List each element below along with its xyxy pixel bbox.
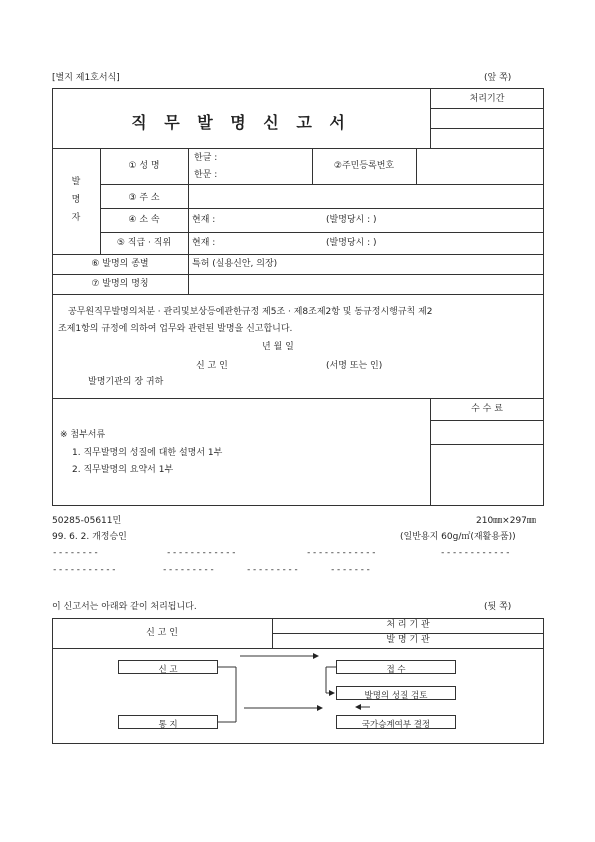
cut-line-1c: ------------ [306,548,378,558]
name-label: ① 성 명 [128,161,160,171]
cut-line-1d: ------------ [440,548,512,558]
form-number: [별지 제1호서식] [52,73,120,83]
approval-date: 99. 6. 2. 개정승인 [52,532,127,542]
invention-name-label: ⑦ 발명의 명칭 [91,279,149,289]
step-decision-label: 국가승계여부 결정 [361,720,431,730]
paper-spec: (일반용지 60g/㎡(재활용품)) [400,532,516,542]
invention-type-value[interactable]: 특허 (실용신안, 의장) [192,259,278,269]
processing-period-label: 처리기간 [469,94,505,104]
rank-label: ⑤ 직급 · 직위 [116,238,172,248]
form-code: 50285-05611민 [52,516,122,526]
address-label: ③ 주 소 [128,193,160,203]
fee-label: 수 수 료 [471,404,503,414]
addressee: 발명기관의 장 귀하 [88,377,164,387]
rrn-label: ②주민등록번호 [333,161,395,171]
attachment-item-1: 1. 직무발명의 성질에 대한 설명서 1부 [72,448,223,458]
paper-size: 210㎜×297㎜ [476,516,536,526]
affiliation-label: ④ 소 속 [128,215,160,225]
cut-line-1a: -------- [52,548,100,558]
form-title: 직 무 발 명 신 고 서 [131,113,351,132]
name-hanja-label: 한문 : [194,170,218,180]
affiliation-at-invention-label: (발명당시 : ) [326,215,377,225]
cut-line-1b: ------------ [166,548,238,558]
step-receipt-label: 접 수 [386,665,406,675]
inventor-label-2: 명 [71,195,81,205]
rank-current-label: 현재 : [192,238,216,248]
cut-line-2a: ----------- [52,565,118,575]
inventor-label-1: 발 [71,177,81,187]
signature-label: (서명 또는 인) [326,361,383,371]
rank-at-invention-label: (발명당시 : ) [326,238,377,248]
declarant-column-header: 신 고 인 [146,628,178,638]
date-line: 년 월 일 [262,342,294,352]
inventor-label-3: 자 [71,213,81,223]
agency-column-header: 발 명 기 관 [386,635,430,645]
step-review-label: 발명의 성질 검토 [364,691,428,701]
cut-line-2c: --------- [246,565,300,575]
cut-line-2d: ------- [330,565,372,575]
declaration-line-2: 조제1항의 규정에 의하여 업무와 관련된 발명을 신고합니다. [58,324,293,334]
affiliation-current-label: 현재 : [192,215,216,225]
attachment-item-2: 2. 직무발명의 요약서 1부 [72,465,174,475]
step-report-label: 신 고 [158,665,178,675]
cut-line-2b: --------- [162,565,216,575]
process-intro: 이 신고서는 아래와 같이 처리됩니다. [52,602,197,612]
office-column-header: 처 리 기 관 [386,620,430,630]
declaration-line-1: 공무원직무발명의처분 · 관리및보상등에관한규정 제5조 · 제8조제2항 및 동규정시행규칙 제2 [68,307,433,317]
page-side-front: (앞 쪽) [484,73,512,83]
invention-type-label: ⑥ 발명의 종별 [91,259,149,269]
declarant-label: 신 고 인 [196,361,228,371]
step-notice-label: 통 지 [158,720,178,730]
page-side-back: (뒷 쪽) [484,602,512,612]
name-hangul-label: 한글 : [194,153,218,163]
attachments-title: ※ 첨부서류 [60,430,106,440]
